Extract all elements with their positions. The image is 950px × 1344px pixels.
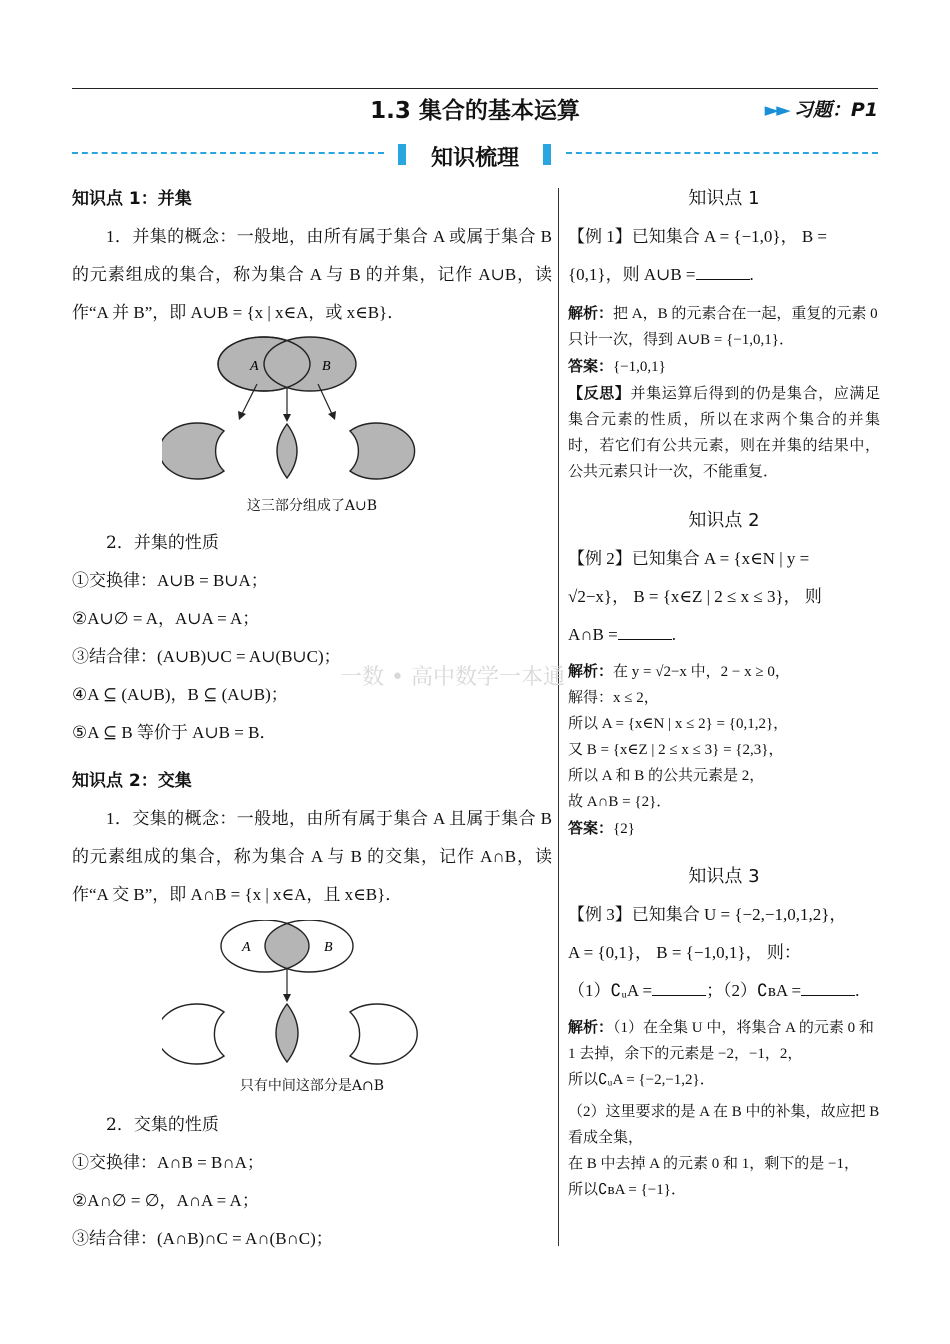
kp1-prop-3: ③结合律：(A∪B)∪C = A∪(B∪C)； (72, 647, 341, 666)
example1-q-text: {0,1}，则 A∪B = (568, 265, 696, 284)
section-bar-right (543, 144, 551, 165)
kp2-heading: 知识点 2 (688, 510, 760, 531)
kp1-prop-4: ④A ⊆ (A∪B)，B ⊆ (A∪B)； (72, 685, 288, 704)
intersection-figure (72, 920, 552, 1076)
exercise-reference[interactable] (765, 95, 878, 122)
example3-q-line1: 【例 3】已知集合 U = {−2,−1,0,1,2}， (568, 905, 847, 924)
kp1-prop-2: ②A∪∅ = A，A∪A = A； (72, 609, 260, 628)
example2-q-line2: √2−x}， B = {x∈Z | 2 ≤ x ≤ 3}， 则 (568, 587, 822, 606)
kp1-title: 知识点 1：并集 (72, 189, 192, 209)
intersection-label-b: B (324, 940, 333, 955)
lens-shaded (276, 1004, 298, 1062)
intersection-label-a: A (242, 940, 251, 955)
example2-solution-3: 所以 A = {x∈N | x ≤ 2} = {0,1,2}， (568, 716, 789, 732)
crescent-empty-right (350, 1004, 417, 1064)
union-caption: 这三部分组成了A∪B (246, 498, 378, 514)
example1-q-line2: {0,1}，则 A∪B = . (568, 265, 754, 284)
example1-q-line1: 【例 1】已知集合 A = {−1,0}， B = (568, 227, 828, 246)
example2-solution-1: 解析：在 y = √2−x 中，2 − x ≥ 0， (568, 662, 790, 680)
example2-solution-4: 又 B = {x∈Z | 2 ≤ x ≤ 3} = {2,3}， (568, 742, 784, 758)
left-column (72, 180, 552, 1258)
kp2-prop-3: ③结合律：(A∩B)∩C = A∩(B∩C)； (72, 1229, 333, 1248)
kp2-properties-title: 2．交集的性质 (106, 1115, 219, 1135)
kp2-definition: 1．交集的概念：一般地，由所有属于集合 A 且属于集合 B 的元素组成的集合，称为集合 A 与 B 的交集，记作 A∩B，读作“A 交 B”，即 A∩B = {x | x∈A，且 x∈B}． (72, 809, 552, 904)
kp2-prop-1: ①交换律：A∩B = B∩A； (72, 1153, 264, 1172)
double-arrow-icon: ►► (764, 99, 788, 121)
example2-answer: 答案：{2} (568, 819, 635, 837)
example2-solution-2: 解得：x ≤ 2， (568, 690, 659, 706)
example3-q-line2: A = {0,1}， B = {−1,0,1}， 则： (568, 943, 801, 962)
example1-reflection: 【反思】并集运算后得到的仍是集合，应满足集合元素的性质，所以在求两个集合的并集时，若它们有公共元素，则在并集的结果中，公共元素只计一次，不能重复． (568, 384, 880, 480)
example2-q-line1: 【例 2】已知集合 A = {x∈N | y = (568, 549, 810, 568)
kp1-prop-1: ①交换律：A∪B = B∪A； (72, 571, 268, 590)
top-rule (72, 88, 878, 89)
watermark: 一数 • 高中数学一本通 (340, 665, 565, 690)
example1-solution: 解析：把 A，B 的元素合在一起，重复的元素 0 只计一次，得到 A∪B = {−1,0,1}． (568, 304, 878, 348)
exercise-reference-label: 习题：P1 (793, 99, 878, 121)
kp1-properties-title: 2．并集的性质 (106, 533, 219, 553)
example3-solution-1: 解析：（1）在全集 U 中，将集合 A 的元素 0 和 1 去掉，余下的元素是 −2，−1，2， (568, 1018, 874, 1062)
example1-answer: 答案：{−1,0,1} (568, 357, 666, 375)
example2-solution-5: 所以 A 和 B 的公共元素是 2， (568, 768, 765, 784)
union-label-a: A (250, 359, 259, 374)
intersection-caption: 只有中间这部分是A∩B (239, 1078, 385, 1094)
kp1-definition: 1．并集的概念：一般地，由所有属于集合 A 或属于集合 B 的元素组成的集合，称为集合 A 与 B 的并集，记作 A∪B，读作“A 并 B”，即 A∪B = {x | x∈A，或 x∈B}． (72, 227, 552, 322)
example3-solution-2: 所以∁ᵤA = {−2,−1,2}． (568, 1072, 715, 1088)
union-label-b: B (322, 359, 331, 374)
right-column (568, 180, 880, 1203)
page-title: 1.3 集合的基本运算 (370, 98, 580, 124)
union-figure (72, 336, 552, 496)
example2-solution-6: 故 A∩B = {2}． (568, 794, 672, 810)
crescent-left (162, 423, 224, 479)
crescent-empty-left (162, 1004, 224, 1064)
example2-q-line3: A∩B = . (568, 625, 676, 644)
kp1-prop-5: ⑤A ⊆ B 等价于 A∪B = B． (72, 723, 277, 742)
kp3-heading: 知识点 3 (688, 866, 760, 887)
example3-solution-5: 所以∁ʙA = {−1}． (568, 1182, 686, 1198)
lens-middle (277, 424, 297, 478)
example2-answer-blank[interactable] (618, 625, 672, 640)
crescent-right (350, 423, 415, 479)
column-divider (558, 188, 559, 1246)
section-dash-right (566, 152, 878, 154)
kp2-prop-2: ②A∩∅ = ∅，A∩A = A； (72, 1191, 259, 1210)
kp1-heading: 知识点 1 (688, 188, 760, 209)
example3-blank-2[interactable] (801, 981, 855, 996)
section-title: 知识梳理 (430, 146, 519, 171)
kp2-title: 知识点 2：交集 (72, 771, 192, 791)
intersection-diagram (162, 920, 462, 1076)
example3-blank-1[interactable] (652, 981, 706, 996)
example1-answer-blank[interactable] (696, 265, 750, 280)
union-diagram (162, 336, 462, 496)
example3-q-line3: （1）∁ᵤA = ；（2）∁ʙA = . (568, 981, 860, 1000)
example3-solution-3: （2）这里要求的是 A 在 B 中的补集，故应把 B 看成全集， (568, 1104, 880, 1146)
example3-solution-4: 在 B 中去掉 A 的元素 0 和 1，剩下的是 −1， (568, 1156, 859, 1172)
